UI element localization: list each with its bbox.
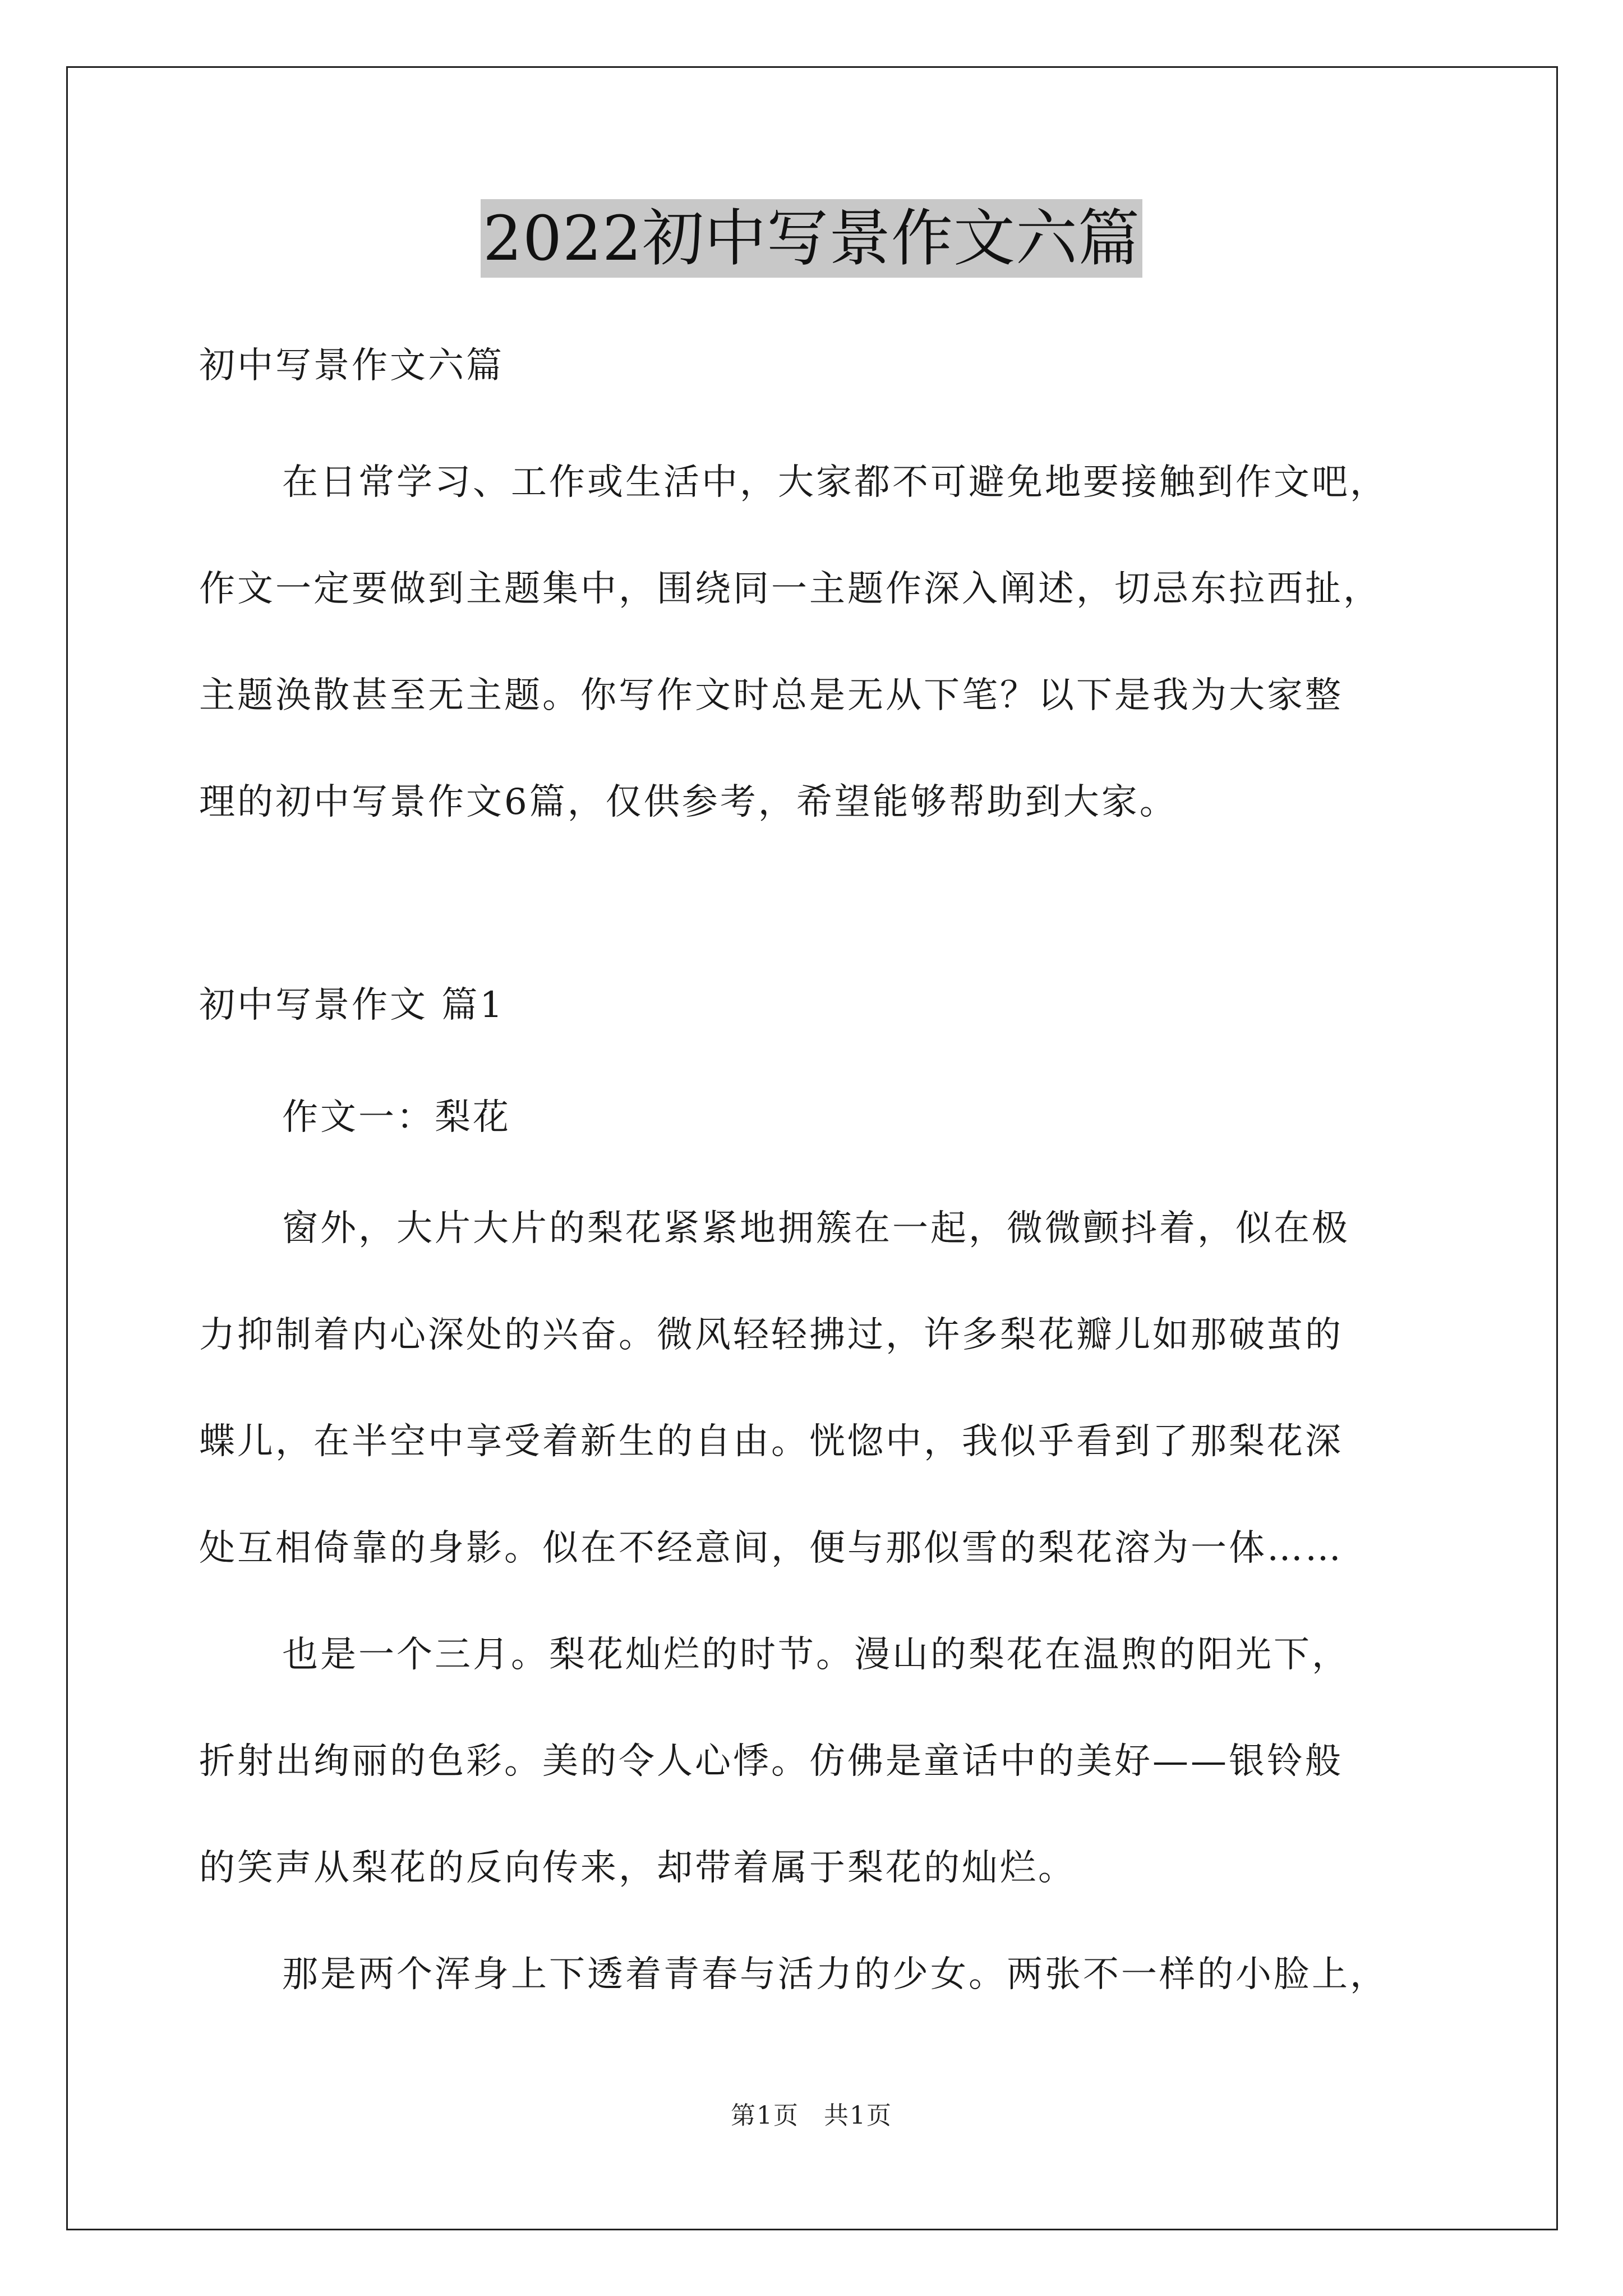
subtitle: 初中写景作文六篇 [199,345,504,386]
paragraph-line: 的笑声从梨花的反向传来，却带着属于梨花的灿烂。 [199,1847,1076,1889]
title-container [0,199,1623,278]
paragraph-line: 那是两个浑身上下透着青春与活力的少女。两张不一样的小脸上， [282,1954,1388,1995]
paragraph-line: 蝶儿，在半空中享受着新生的自由。恍惚中，我似乎看到了那梨花深 [199,1421,1343,1462]
paragraph-line: 作文一定要做到主题集中，围绕同一主题作深入阐述，切忌东拉西扯， [199,568,1381,610]
paragraph-line: 也是一个三月。梨花灿烂的时节。漫山的梨花在温煦的阳光下， [282,1634,1350,1676]
page-border [66,66,1558,2230]
paragraph-line: 窗外，大片大片的梨花紧紧地拥簇在一起，微微颤抖着，似在极 [282,1208,1350,1249]
paragraph-line: 力抑制着内心深处的兴奋。微风轻轻拂过，许多梨花瓣儿如那破茧的 [199,1314,1343,1356]
section-heading: 初中写景作文 篇1 [199,984,505,1026]
paragraph-line: 主题涣散甚至无主题。你写作文时总是无从下笔？以下是我为大家整 [199,675,1343,716]
page-footer [0,2095,1623,2131]
document-title: 2022初中写景作文六篇 [481,199,1142,278]
paragraph-line: 处互相倚靠的身影。似在不经意间，便与那似雪的梨花溶为一体…… [199,1527,1343,1569]
essay-title: 作文一：梨花 [282,1097,511,1138]
paragraph-line: 在日常学习、工作或生活中，大家都不可避免地要接触到作文吧， [282,462,1388,503]
page-total: 共1页 [824,2101,892,2130]
paragraph-line: 折射出绚丽的色彩。美的令人心悸。仿佛是童话中的美好——银铃般 [199,1741,1343,1782]
page-number: 第1页 [731,2101,799,2130]
paragraph-line: 理的初中写景作文6篇，仅供参考，希望能够帮助到大家。 [199,781,1178,823]
